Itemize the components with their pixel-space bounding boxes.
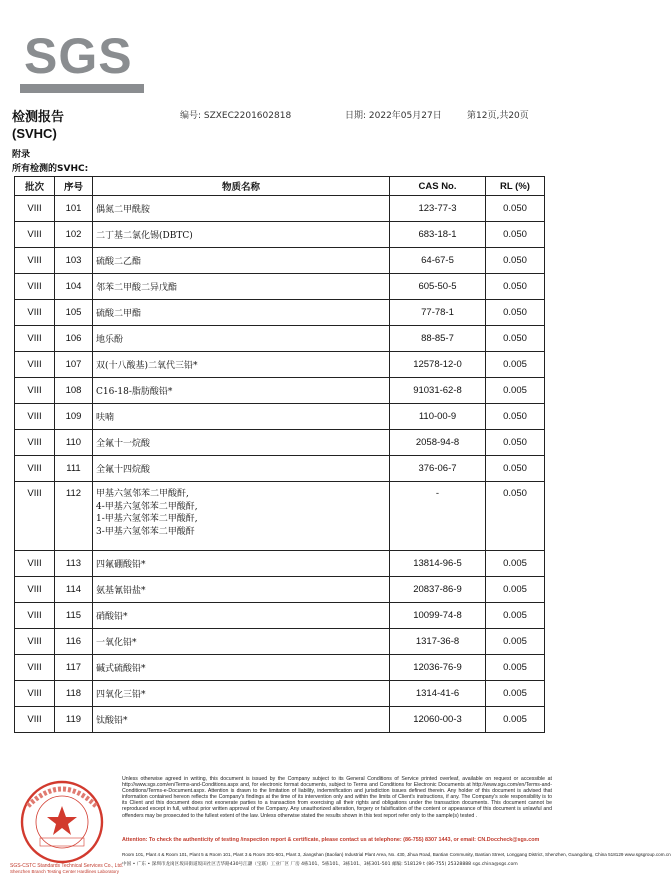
cell-no: 113 bbox=[55, 551, 93, 577]
table-row bbox=[15, 482, 545, 551]
cell-rl: 0.050 bbox=[486, 274, 545, 300]
column-header-name: 物质名称 bbox=[93, 177, 390, 196]
substance-name-line: 甲基六氢邻苯二甲酸酐, bbox=[96, 489, 189, 499]
cell-substance-name: C16-18-脂肪酸铅* bbox=[93, 378, 390, 404]
cell-no: 110 bbox=[55, 430, 93, 456]
cell-batch: VIII bbox=[15, 326, 55, 352]
table-row bbox=[15, 352, 545, 378]
column-header-no: 序号 bbox=[55, 177, 93, 196]
report-date: 日期: 2022年05月27日 bbox=[345, 111, 442, 121]
document-subtitle: (SVHC) bbox=[12, 126, 57, 141]
column-header-rl: RL (%) bbox=[486, 177, 545, 196]
cell-rl: 0.005 bbox=[486, 378, 545, 404]
cell-rl: 0.005 bbox=[486, 603, 545, 629]
cell-rl: 0.050 bbox=[486, 430, 545, 456]
cell-no: 109 bbox=[55, 404, 93, 430]
cell-rl: 0.005 bbox=[486, 655, 545, 681]
sgs-logo bbox=[10, 14, 134, 82]
cell-substance-name: 地乐酚 bbox=[93, 326, 390, 352]
table-row bbox=[15, 629, 545, 655]
table-row bbox=[15, 603, 545, 629]
cell-no: 114 bbox=[55, 577, 93, 603]
cell-cas: 88-85-7 bbox=[390, 326, 486, 352]
cell-substance-name: 邻苯二甲酸二异戊酯 bbox=[93, 274, 390, 300]
cell-substance-name: 四氧化三铅* bbox=[93, 681, 390, 707]
cell-batch: VIII bbox=[15, 629, 55, 655]
cell-cas: 1314-41-6 bbox=[390, 681, 486, 707]
logo-bar bbox=[20, 84, 144, 93]
cell-rl: 0.050 bbox=[486, 248, 545, 274]
cell-batch: VIII bbox=[15, 603, 55, 629]
cell-substance-name: 双(十八酸基)二氧代三铅* bbox=[93, 352, 390, 378]
cell-batch: VIII bbox=[15, 196, 55, 222]
cell-no: 112 bbox=[55, 482, 93, 551]
cell-substance-name: 二丁基二氯化锡(DBTC) bbox=[93, 222, 390, 248]
cell-no: 116 bbox=[55, 629, 93, 655]
cell-cas: 64-67-5 bbox=[390, 248, 486, 274]
cell-rl: 0.050 bbox=[486, 404, 545, 430]
table-row bbox=[15, 681, 545, 707]
table-row bbox=[15, 577, 545, 603]
table-row bbox=[15, 707, 545, 733]
cell-batch: VIII bbox=[15, 352, 55, 378]
cell-no: 111 bbox=[55, 456, 93, 482]
cell-batch: VIII bbox=[15, 551, 55, 577]
cell-batch: VIII bbox=[15, 482, 55, 551]
cell-no: 108 bbox=[55, 378, 93, 404]
cell-batch: VIII bbox=[15, 378, 55, 404]
substance-name-line: 1-甲基六氢邻苯二甲酸酐, bbox=[96, 514, 198, 524]
address-english: Room 101, Plant 4 & Room 101, Plant 5 & Room 101, Plant 3 & Room 301-501, Plant 3, Jiangshan (Baolian) Industrial Plant Area, No. 430, Jihua Road, Bantian Community, Bantian Street, Longgang District, Shenzhen, Guangdong, China 518129 www.sgsgroup.com.cn bbox=[122, 852, 671, 857]
cell-cas: 12578-12-0 bbox=[390, 352, 486, 378]
cell-rl: 0.005 bbox=[486, 352, 545, 378]
cell-rl: 0.005 bbox=[486, 551, 545, 577]
cell-no: 117 bbox=[55, 655, 93, 681]
cell-batch: VIII bbox=[15, 430, 55, 456]
cell-no: 105 bbox=[55, 300, 93, 326]
cell-cas: 376-06-7 bbox=[390, 456, 486, 482]
table-row bbox=[15, 326, 545, 352]
table-row bbox=[15, 655, 545, 681]
cell-rl: 0.005 bbox=[486, 629, 545, 655]
table-row bbox=[15, 430, 545, 456]
cell-cas: 13814-96-5 bbox=[390, 551, 486, 577]
cell-cas: 12036-76-9 bbox=[390, 655, 486, 681]
cell-rl: 0.005 bbox=[486, 577, 545, 603]
cell-no: 104 bbox=[55, 274, 93, 300]
cell-no: 102 bbox=[55, 222, 93, 248]
cell-batch: VIII bbox=[15, 681, 55, 707]
cell-substance-name: 呋喃 bbox=[93, 404, 390, 430]
column-header-cas: CAS No. bbox=[390, 177, 486, 196]
cell-rl: 0.005 bbox=[486, 707, 545, 733]
cell-cas: 20837-86-9 bbox=[390, 577, 486, 603]
table-row bbox=[15, 248, 545, 274]
table-row bbox=[15, 300, 545, 326]
cell-cas: 123-77-3 bbox=[390, 196, 486, 222]
cell-no: 101 bbox=[55, 196, 93, 222]
cell-cas: 1317-36-8 bbox=[390, 629, 486, 655]
table-row bbox=[15, 456, 545, 482]
cell-substance-name: 硫酸二乙酯 bbox=[93, 248, 390, 274]
cell-no: 103 bbox=[55, 248, 93, 274]
cell-substance-name: 碱式硫酸铅* bbox=[93, 655, 390, 681]
cell-cas: - bbox=[390, 482, 486, 551]
cell-rl: 0.050 bbox=[486, 456, 545, 482]
cell-substance-name: 钛酸铅* bbox=[93, 707, 390, 733]
cell-cas: 10099-74-8 bbox=[390, 603, 486, 629]
cell-no: 118 bbox=[55, 681, 93, 707]
list-title: 所有检测的SVHC: bbox=[12, 164, 89, 174]
seal-caption: SGS-CSTC Standards Technical Services Co., Ltd. bbox=[10, 863, 124, 869]
table-row bbox=[15, 378, 545, 404]
cell-cas: 605-50-5 bbox=[390, 274, 486, 300]
cell-batch: VIII bbox=[15, 248, 55, 274]
table-row bbox=[15, 551, 545, 577]
address-chinese: 中国 • 广东 • 深圳市龙岗区坂田街道坂田社区吉华路430号江灏（宝联）工业厂区 厂房 4栋101、5栋101、3栋101、3栋301-501 邮编: 518129 t (86-755) 25328888 sgs.china@sgs.com bbox=[122, 862, 518, 867]
cell-substance-name: 硝酸铅* bbox=[93, 603, 390, 629]
seal-caption-branch: Shenzhen Branch Testing Center Hardlines Laboratory bbox=[10, 869, 119, 874]
table-row bbox=[15, 274, 545, 300]
cell-rl: 0.050 bbox=[486, 482, 545, 551]
cell-rl: 0.050 bbox=[486, 222, 545, 248]
cell-batch: VIII bbox=[15, 577, 55, 603]
cell-substance-name: 四氟硼酸铅* bbox=[93, 551, 390, 577]
cell-rl: 0.050 bbox=[486, 300, 545, 326]
cell-batch: VIII bbox=[15, 655, 55, 681]
cell-cas: 77-78-1 bbox=[390, 300, 486, 326]
cell-batch: VIII bbox=[15, 274, 55, 300]
cell-batch: VIII bbox=[15, 456, 55, 482]
cell-substance-name: 氨基氰铅盐* bbox=[93, 577, 390, 603]
cell-cas: 12060-00-3 bbox=[390, 707, 486, 733]
cell-batch: VIII bbox=[15, 707, 55, 733]
legal-disclaimer: Unless otherwise agreed in writing, this document is issued by the Company subject to its General Conditions of Service printed overleaf, available on request or accessible at http://www.sgs.com/en/Terms-and-Conditions.aspx and, for electronic format documents, subject to Terms and Conditions for Electronic Documents at http://www.sgs.com/en/Terms-and-Conditions/Terms-e-Document.aspx. Attention is drawn to the limitation of liability, indemnification and jurisdiction issues defined therein. Any holder of this document is advised that information contained hereon reflects the Company's findings at the time of its intervention only and within the limits of Client's instructions, if any. The Company's sole responsibility is to its Client and this document does not exonerate parties to a transaction from exercising all their rights and obligations under the transaction documents. This document cannot be reproduced except in full, without prior written approval of the Company. Any unauthorized alteration, forgery or falsification of the content or appearance of this document is unlawful and offenders may be prosecuted to the fullest extent of the law. Unless otherwise stated the results shown in this test report refer only to the sample(s) tested . bbox=[122, 776, 552, 819]
table-row bbox=[15, 404, 545, 430]
cell-cas: 110-00-9 bbox=[390, 404, 486, 430]
authenticity-notice: Attention: To check the authenticity of testing /inspection report & certificate, please contact us at telephone: (86-755) 8307 1443, or email: CN.Doccheck@sgs.com bbox=[122, 837, 540, 843]
cell-substance-name: 硫酸二甲酯 bbox=[93, 300, 390, 326]
page-footer bbox=[0, 770, 671, 891]
cell-substance-name: 全氟十四烷酸 bbox=[93, 456, 390, 482]
page-indicator: 第12页,共20页 bbox=[467, 111, 529, 121]
cell-no: 106 bbox=[55, 326, 93, 352]
substance-name-line: 4-甲基六氢邻苯二甲酸酐, bbox=[96, 501, 198, 512]
cell-rl: 0.005 bbox=[486, 681, 545, 707]
table-header-row bbox=[15, 177, 545, 196]
report-number: 编号: SZXEC2201602818 bbox=[180, 111, 292, 121]
cell-substance-name: 一氧化铅* bbox=[93, 629, 390, 655]
cell-rl: 0.050 bbox=[486, 326, 545, 352]
appendix-label: 附录 bbox=[12, 150, 31, 160]
table-row bbox=[15, 196, 545, 222]
document-title: 检测报告 bbox=[12, 110, 65, 125]
column-header-batch: 批次 bbox=[15, 177, 55, 196]
cell-batch: VIII bbox=[15, 404, 55, 430]
cell-cas: 683-18-1 bbox=[390, 222, 486, 248]
cell-rl: 0.050 bbox=[486, 196, 545, 222]
cell-substance-name: 全氟十一烷酸 bbox=[93, 430, 390, 456]
cell-batch: VIII bbox=[15, 222, 55, 248]
substance-name-line: 3-甲基六氢邻苯二甲酸酐 bbox=[96, 526, 195, 537]
cell-cas: 2058-94-8 bbox=[390, 430, 486, 456]
cell-cas: 91031-62-8 bbox=[390, 378, 486, 404]
cell-substance-name: 偶氮二甲酰胺 bbox=[93, 196, 390, 222]
cell-no: 115 bbox=[55, 603, 93, 629]
table-row bbox=[15, 222, 545, 248]
cell-substance-name bbox=[93, 482, 390, 551]
cell-batch: VIII bbox=[15, 300, 55, 326]
cell-no: 119 bbox=[55, 707, 93, 733]
logo-text: SGS bbox=[24, 28, 133, 84]
svhc-table bbox=[14, 176, 545, 733]
cell-no: 107 bbox=[55, 352, 93, 378]
